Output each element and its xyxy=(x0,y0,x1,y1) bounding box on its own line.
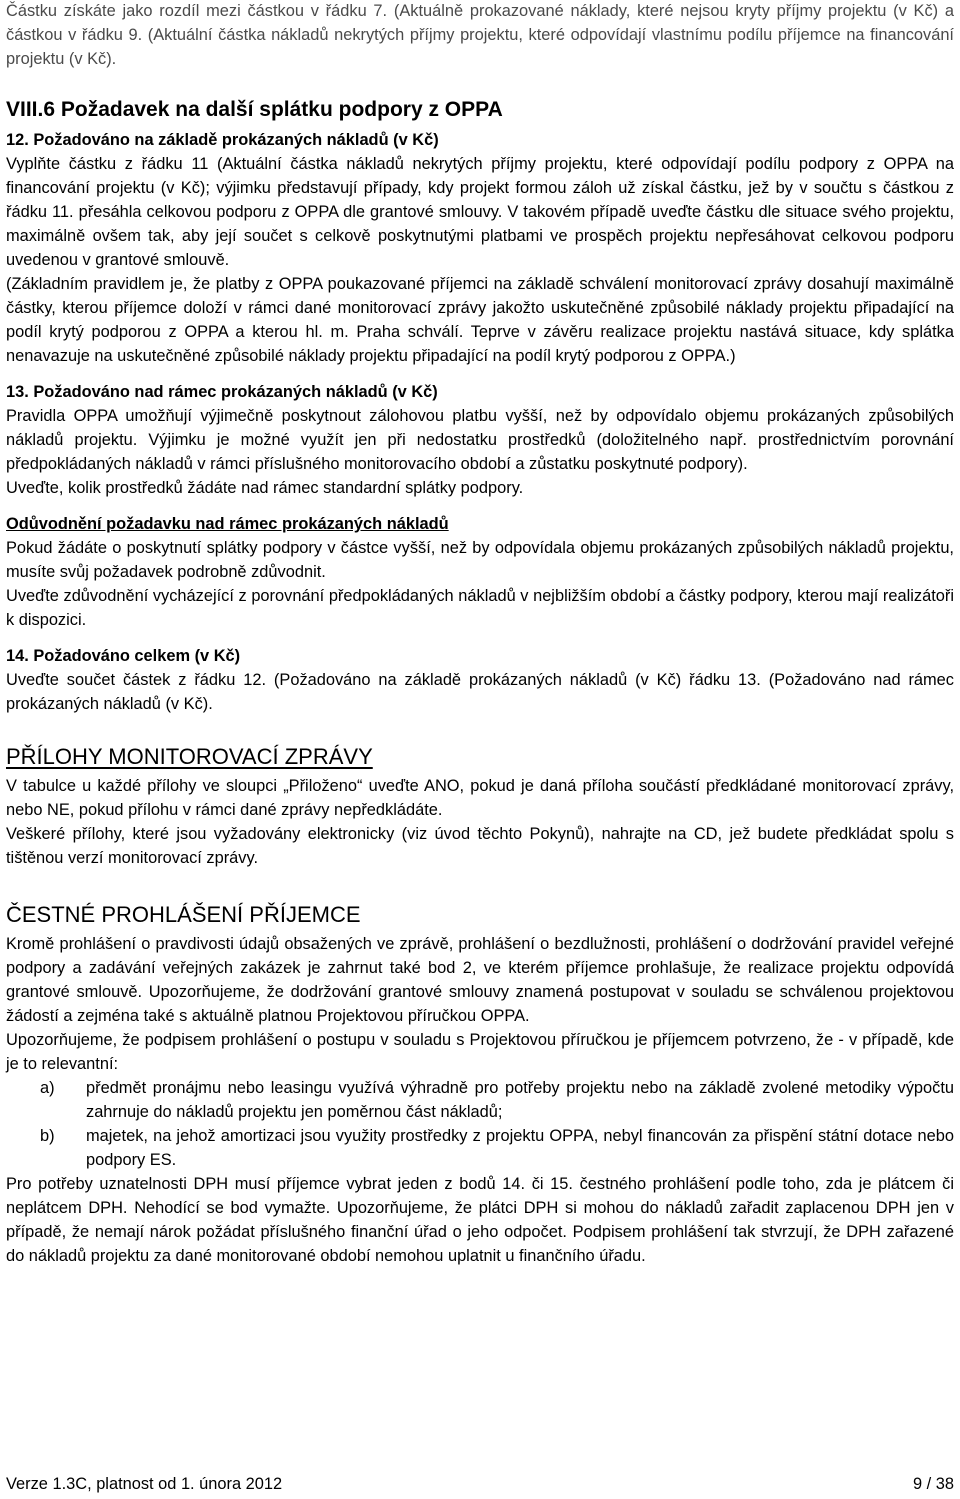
page-footer xyxy=(6,1473,954,1495)
document-page xyxy=(6,0,954,1268)
list-item xyxy=(6,1076,954,1124)
attachments-heading: PŘÍLOHY MONITOROVACÍ ZPRÁVY xyxy=(6,744,373,769)
item-12 xyxy=(6,128,954,368)
item-13-paragraph-2: Uveďte, kolik prostředků žádáte nad rámec standardní splátky podpory. xyxy=(6,479,524,497)
list-item xyxy=(6,1124,954,1172)
item-13-paragraph-1: Pravidla OPPA umožňují výjimečně poskytnout zálohovou platbu vyšší, než by odpovídalo objemu prokázaných způsobilých nákladů projektu. Výjimku je možné využít jen při nedostatku prostředků (doložitelného např. prostřednictvím porovnání předpokládaných nákladů v rámci příslušného monitorovacího období a zůstatku poskytnuté podpory). xyxy=(6,407,954,473)
declaration-list xyxy=(6,1076,954,1172)
declaration-paragraph-3: Pro potřeby uznatelnosti DPH musí příjemce vybrat jeden z bodů 14. či 15. čestného prohlášení podle toho, zda je plátcem či neplátcem DPH. Nehodící se bod vymažte. Upozorňujeme, že plátci DPH si mohou do nákladů zařadit zaplacenou DPH jen v případě, že nemají nárok požádat příslušného finanční úřad o jeho odpočet. Podpisem prohlášení tak stvrzují, že DPH zařazené do nákladů projektu za dané monitorované období nemohou uplatnit u finančního úřadu. xyxy=(6,1175,954,1265)
justification-title: Odůvodnění požadavku nad rámec prokázaných nákladů xyxy=(6,515,449,533)
attachments-paragraph-1: V tabulce u každé přílohy ve sloupci „Přiloženo“ uveďte ANO, pokud je daná příloha součástí předkládané monitorovací zprávy, nebo NE, pokud přílohu v rámci dané zprávy nepředkládáte. xyxy=(6,777,954,819)
justification-paragraph-2: Uveďte zdůvodnění vycházející z porovnání předpokládaných nákladů v nejbližším období a částky podpory, kterou mají realizátoři k dispozici. xyxy=(6,587,954,629)
item-14 xyxy=(6,644,954,716)
list-marker: b) xyxy=(40,1127,55,1145)
intro-paragraph: Částku získáte jako rozdíl mezi částkou v řádku 7. (Aktuálně prokazované náklady, které nejsou kryty příjmy projektu (v Kč) a částkou v řádku 9. (Aktuální částka nákladů nekrytých příjmy projektu, které odpovídají vlastnímu podílu příjemce na financování projektu (v Kč). xyxy=(6,2,954,68)
item-12-paragraph-1: Vyplňte částku z řádku 11 (Aktuální částka nákladů nekrytých příjmy projektu, které odpovídají podílu podpory z OPPA na financování projektu (v Kč); výjimku představují případy, kdy projekt formou záloh už získal částku, jež by v součtu s částkou z řádku 11. přesáhla celkovou podporu z OPPA dle grantové smlouvy. V takovém případě uveďte částku dle situace svého projektu, maximálně ovšem tak, aby její součet s celkově poskytnutými platbami ve prospěch projektu nepřesáhovat celkovou podporu uvedenou v grantové smlouvě. xyxy=(6,155,954,269)
list-marker: a) xyxy=(40,1079,55,1097)
attachments-paragraph-2: Veškeré přílohy, které jsou vyžadovány elektronicky (viz úvod těchto Pokynů), nahrajte na CD, jež budete předkládat spolu s tištěnou verzí monitorovací zprávy. xyxy=(6,825,954,867)
item-14-title: 14. Požadováno celkem (v Kč) xyxy=(6,647,241,665)
item-13-title: 13. Požadováno nad rámec prokázaných nákladů (v Kč) xyxy=(6,383,438,401)
list-item-text: majetek, na jehož amortizaci jsou využity prostředky z projektu OPPA, nebyl financován za přispění státní dotace nebo podpory ES. xyxy=(86,1127,954,1169)
declaration-paragraph-1: Kromě prohlášení o pravdivosti údajů obsažených ve zprávě, prohlášení o bezdlužnosti, prohlášení o dodržování pravidel veřejné podpory a zadávání veřejných zakázek je zahrnut také bod 2, ve kterém příjemce prohlašuje, že realizace projektu odpovídá grantové smlouvě. Upozorňujeme, že dodržování grantové smlouvy znamená postupovat v souladu se schválenou projektovou žádostí a zejména také s aktuálně platnou Projektovou příručkou OPPA. xyxy=(6,935,954,1025)
item-12-paragraph-2: (Základním pravidlem je, že platby z OPPA poukazované příjemci na základě schválení monitorovací zprávy dosahují maximálně částky, kterou příjemce doloží v rámci dané monitorovací zprávy jakožto uskutečněné způsobilé náklady projektu připadající na podíl krytý podporou z OPPA a kterou hl. m. Praha schválí. Teprve v závěru realizace projektu nastává situace, kdy splátka nenavazuje na uskutečněné způsobilé náklady projektu připadající na podíl krytý podporou z OPPA.) xyxy=(6,275,954,365)
declaration-heading: ČESTNÉ PROHLÁŠENÍ PŘÍJEMCE xyxy=(6,902,361,927)
footer-page-number: 9 / 38 xyxy=(912,1475,954,1493)
justification-paragraph-1: Pokud žádáte o poskytnutí splátky podpory v částce vyšší, než by odpovídala objemu prokázaných způsobilých nákladů projektu, musíte svůj požadavek podrobně zdůvodnit. xyxy=(6,539,954,581)
justification xyxy=(6,512,954,632)
item-12-title: 12. Požadováno na základě prokázaných nákladů (v Kč) xyxy=(6,131,439,149)
section-heading: VIII.6 Požadavek na další splátku podpory z OPPA xyxy=(6,98,503,121)
declaration-section xyxy=(6,900,954,1268)
list-item-text: předmět pronájmu nebo leasingu využívá výhradně pro potřeby projektu nebo na základě zvolené metodiky výpočtu zahrnuje do nákladů projektu jen poměrnou část nákladů; xyxy=(86,1079,954,1121)
item-14-paragraph-1: Uveďte součet částek z řádku 12. (Požadováno na základě prokázaných nákladů (v Kč) řádku 13. (Požadováno nad rámec prokázaných nákladů (v Kč). xyxy=(6,671,954,713)
footer-version: Verze 1.3C, platnost od 1. února 2012 xyxy=(6,1475,283,1493)
declaration-paragraph-2: Upozorňujeme, že podpisem prohlášení o postupu v souladu s Projektovou příručkou je příjemcem potvrzeno, že - v případě, kde je to relevantní: xyxy=(6,1031,954,1073)
attachments-section xyxy=(6,742,954,870)
item-13 xyxy=(6,380,954,500)
